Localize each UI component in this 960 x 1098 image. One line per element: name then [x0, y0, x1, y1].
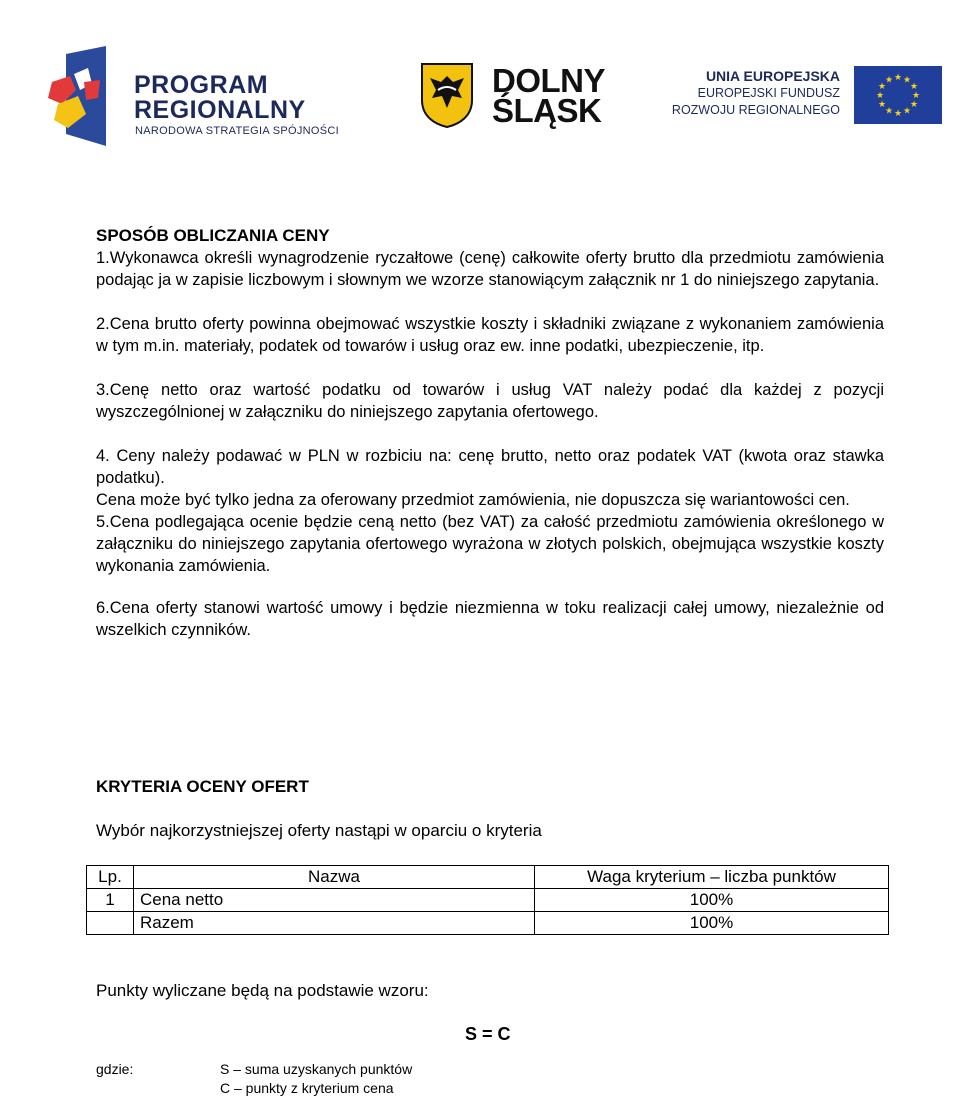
header: [0, 0, 960, 160]
svg-text:★: ★: [884, 75, 894, 86]
where-label: gdzie:: [96, 1061, 134, 1077]
cell-nazwa: Razem: [134, 912, 535, 935]
svg-text:★: ★: [911, 91, 921, 101]
eu-flag-icon: [854, 66, 942, 124]
legend-c: C – punkty z kryterium cena: [220, 1080, 394, 1096]
cell-lp: 1: [87, 889, 134, 912]
legend-s: S – suma uzyskanych punktów: [220, 1061, 413, 1077]
dolny-slask-logo: [420, 60, 620, 130]
program-line1: PROGRAM: [134, 71, 269, 99]
formula-intro: Punkty wyliczane będą na podstawie wzoru:: [96, 981, 429, 1000]
program-regionalny-logo: [48, 46, 368, 146]
header-waga: Waga kryterium – liczba punktów: [535, 866, 889, 889]
svg-text:★: ★: [893, 73, 903, 83]
unia-europejska-logo: [671, 64, 942, 126]
svg-text:★: ★: [877, 82, 887, 92]
cell-waga: 100%: [535, 889, 889, 912]
ue-line1: UNIA EUROPEJSKA: [705, 68, 840, 84]
svg-text:★: ★: [877, 100, 887, 110]
criteria-section: [96, 777, 886, 797]
cell-nazwa: Cena netto: [134, 889, 535, 912]
cell-waga: 100%: [535, 912, 889, 935]
formula: S = C: [465, 1024, 511, 1044]
criteria-table: [86, 865, 889, 935]
svg-text:★: ★: [875, 91, 885, 101]
program-line2: REGIONALNY: [134, 96, 306, 124]
eagle-shield-icon: [420, 62, 474, 128]
paragraph-6: 6.Cena oferty stanowi wartość umowy i będzie niezmienna w toku realizacji całej umowy, niezależnie od wszelkich czynników.: [96, 599, 884, 639]
table-row: [87, 912, 889, 935]
program-line3: NARODOWA STRATEGIA SPÓJNOŚCI: [135, 125, 339, 137]
svg-text:★: ★: [909, 100, 919, 110]
header-lp: Lp.: [87, 866, 134, 889]
paragraph-4b: Cena może być tylko jedna za oferowany przedmiot zamówienia, nie dopuszcza się wariantowości cen.: [96, 491, 850, 509]
svg-text:★: ★: [893, 109, 903, 119]
svg-text:★: ★: [909, 82, 919, 92]
table-row: [87, 889, 889, 912]
paragraph-3: 3.Cenę netto oraz wartość podatku od towarów i usług VAT należy podać dla każdej z pozycji wyszczególnionej w załączniku do niniejszego zapytania ofertowego.: [96, 381, 884, 421]
cell-lp: [87, 912, 134, 935]
dolny-text: DOLNY: [492, 62, 605, 99]
paragraph-2: 2.Cena brutto oferty powinna obejmować wszystkie koszty i składniki związane z wykonaniem zamówienia w tym m.in. materiały, podatek od towarów i usług oraz ew. inne podatki, ubezpieczenie, itp.: [96, 315, 884, 355]
ue-line3: ROZWOJU REGIONALNEGO: [671, 103, 840, 117]
table-header-row: [87, 866, 889, 889]
slask-text: ŚLĄSK: [492, 92, 602, 129]
header-nazwa: Nazwa: [134, 866, 535, 889]
section-title-criteria: KRYTERIA OCENY OFERT: [96, 777, 309, 796]
section-title-pricing: SPOSÓB OBLICZANIA CENY: [96, 226, 330, 245]
criteria-intro: Wybór najkorzystniejszej oferty nastąpi w oparciu o kryteria: [96, 821, 542, 840]
program-regionalny-icon: [48, 46, 118, 146]
pricing-section: [96, 225, 884, 641]
paragraph-1: 1.Wykonawca określi wynagrodzenie ryczałtowe (cenę) całkowite oferty brutto dla przedmiotu zamówienia podając ja w zapisie liczbowym i słownym we wzorze stanowiącym załącznik nr 1 do niniejszego zapytania.: [96, 249, 884, 289]
svg-text:★: ★: [902, 75, 912, 86]
svg-text:★: ★: [902, 106, 912, 117]
paragraph-5: 5.Cena podlegająca ocenie będzie ceną netto (bez VAT) za całość przedmiotu zamówienia określonego w załączniku do niniejszego zapytania ofertowego wyrażona w złotych polskich, obejmująca wszystkie koszty wykonania zamówienia.: [96, 513, 884, 575]
paragraph-4: 4. Ceny należy podawać w PLN w rozbiciu na: cenę brutto, netto oraz podatek VAT (kwota oraz stawka podatku).: [96, 447, 884, 487]
svg-text:★: ★: [884, 106, 894, 117]
ue-line2: EUROPEJSKI FUNDUSZ: [697, 86, 840, 100]
